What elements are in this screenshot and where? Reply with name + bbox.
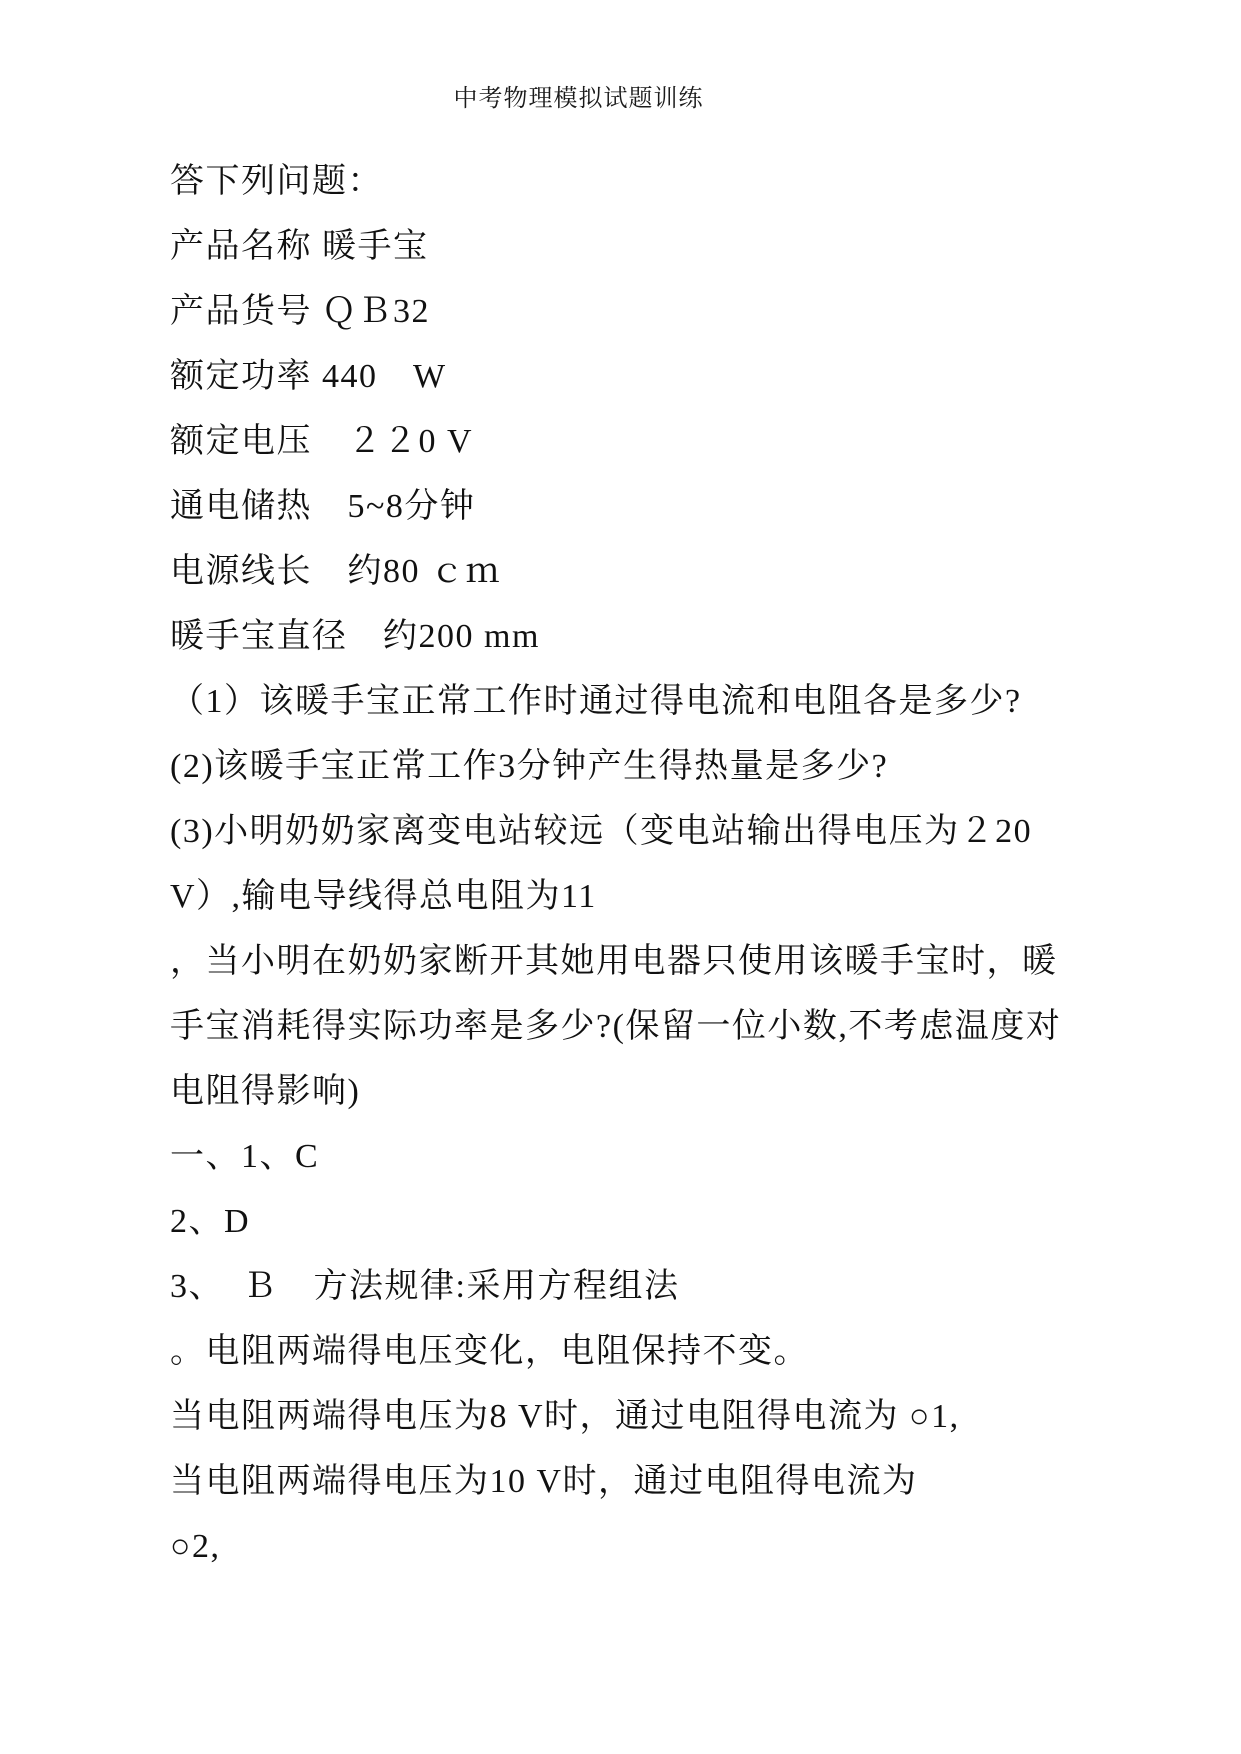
question-3-part-5: 电阻得影响) <box>170 1073 361 1110</box>
explanation-4: ○2, <box>170 1528 221 1565</box>
question-1: （1）该暖手宝正常工作时通过得电流和电阻各是多少? <box>170 683 1022 720</box>
answer-key-2: 2、D <box>170 1203 251 1240</box>
spec-product-model: 产品货号 ＱＢ32 <box>170 293 430 330</box>
question-3-part-3: ，当小明在奶奶家断开其她用电器只使用该暖手宝时，暖 <box>170 943 1058 980</box>
page-title: 中考物理模拟试题训练 <box>453 86 704 112</box>
spec-cord-length: 电源线长 约80 ｃｍ <box>170 553 501 590</box>
question-3-part-4: 手宝消耗得实际功率是多少?(保留一位小数,不考虑温度对 <box>170 1008 1062 1045</box>
spec-rated-power: 额定功率 440 W <box>170 358 447 395</box>
explanation-3: 当电阻两端得电压为10 V时，通过电阻得电流为 <box>170 1463 918 1500</box>
answer-prompt: 答下列问题： <box>170 163 383 200</box>
spec-product-name: 产品名称 暖手宝 <box>170 228 429 265</box>
question-3-part-1: (3)小明奶奶家离变电站较远（变电站输出得电压为２20 <box>170 813 1033 850</box>
explanation-2: 当电阻两端得电压为8 V时，通过电阻得电流为 ○1, <box>170 1398 960 1435</box>
spec-diameter: 暖手宝直径 约200 mm <box>170 618 540 655</box>
document-body <box>170 149 1201 1579</box>
spec-rated-voltage: 额定电压 ２２0 V <box>170 423 474 460</box>
answer-key-3: 3、 Ｂ 方法规律:采用方程组法 <box>170 1268 680 1305</box>
question-3-part-2: V）,输电导线得总电阻为11 <box>170 878 597 915</box>
answer-key-1: 一、1、C <box>170 1138 320 1175</box>
spec-heat-storage: 通电储热 5~8分钟 <box>170 488 476 525</box>
explanation-1: 。电阻两端得电压变化，电阻保持不变。 <box>170 1333 809 1370</box>
question-2: (2)该暖手宝正常工作3分钟产生得热量是多少? <box>170 748 889 785</box>
